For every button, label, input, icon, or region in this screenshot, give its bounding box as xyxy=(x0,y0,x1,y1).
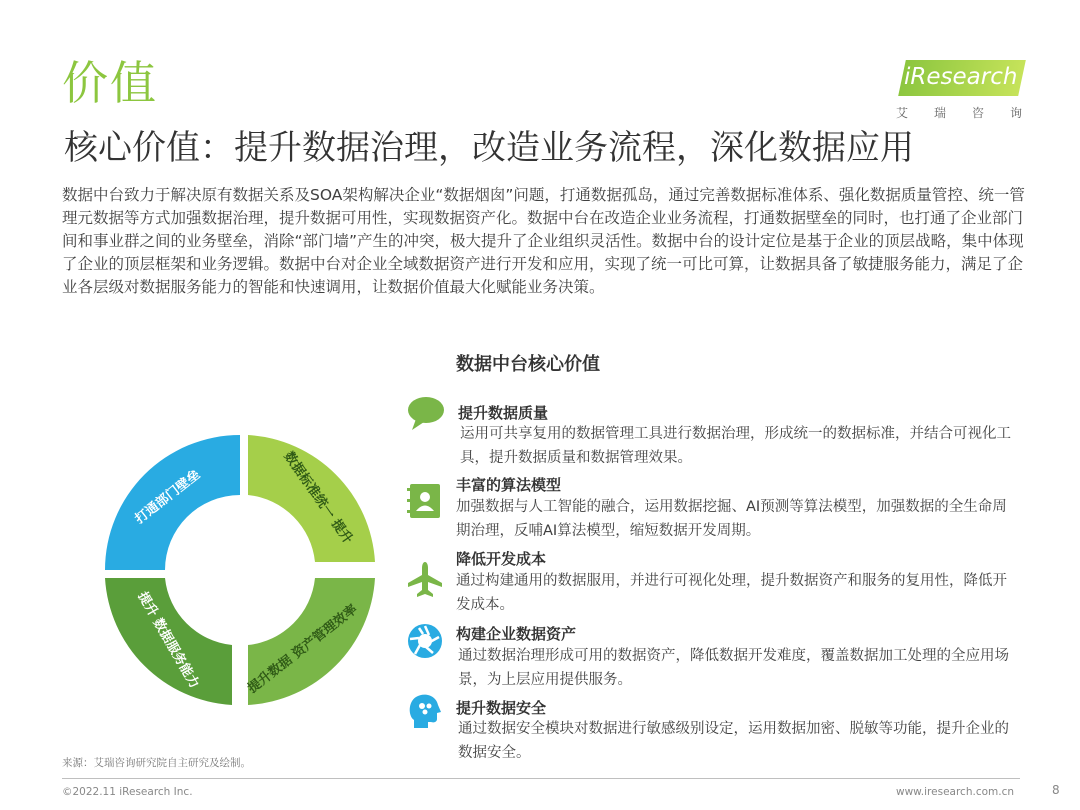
value-ring-diagram xyxy=(90,420,390,720)
copyright: ©2022.11 iResearch Inc. xyxy=(62,786,193,798)
feature-desc: 运用可共享复用的数据管理工具进行数据治理，形成统一的数据标准，并结合可视化工具，提升数据质量和数据管理效果。 xyxy=(460,426,1011,466)
diagram-title: 数据中台核心价值 xyxy=(456,354,600,375)
intro-paragraph: 数据中台致力于解决原有数据关系及SOA架构解决企业“数据烟囱”问题，打通数据孤岛，通过完善数据标准体系、强化数据质量管控、统一管理元数据等方式加强数据治理，提升数据可用性，实现数据资产化。数据中台在改造企业业务流程，打通数据壁垒的同时，也打通了企业部门间和事业群之间的业务壁垒，消除“部门墙”产生的冲突，极大提升了企业组织灵活性。数据中台的设计定位是基于企业的顶层战略，集中体现了企业的顶层框架和业务逻辑。数据中台对企业全域数据资产进行开发和应用，实现了统一可比可算，让数据具备了敏捷服务能力，满足了企业各层级对数据服务能力的智能和快速调用，让数据价值最大化赋能业务决策。 xyxy=(62,186,1025,296)
logo-sub-char: 询 xyxy=(1009,106,1024,120)
iresearch-logo xyxy=(894,58,1024,120)
logo-text: iResearch xyxy=(904,64,1018,90)
feature-title: 提升数据质量 xyxy=(458,404,549,422)
feature-desc: 加强数据与人工智能的融合，运用数据挖掘、AI预测等算法模型，加强数据的全生命周期治理，反哺AI算法模型，缩短数据开发周期。 xyxy=(456,499,1007,539)
feature-desc: 通过数据治理形成可用的数据资产，降低数据开发难度，覆盖数据加工处理的全应用场景，为上层应用提供服务。 xyxy=(458,648,1009,688)
airplane-icon xyxy=(406,560,444,598)
feature-desc: 通过构建通用的数据服用，并进行可视化处理，提升数据资产和服务的复用性，降低开发成本。 xyxy=(456,573,1007,613)
page-title: 价值 xyxy=(62,56,158,110)
ring-label-departments: 打通部门壁垒 xyxy=(132,467,204,528)
feature-desc: 通过数据安全模块对数据进行敏感级别设定，运用数据加密、脱敏等功能，提升企业的数据安全。 xyxy=(458,721,1009,761)
speech-bubble-icon xyxy=(406,394,444,432)
ring-label-service: 提升 数据服务能力 xyxy=(134,589,202,691)
aperture-icon xyxy=(406,622,444,660)
source-note: 来源：艾瑞咨询研究院自主研究及绘制。 xyxy=(62,757,251,769)
ring-label-standards: 数据标准统一 提升 xyxy=(280,449,356,547)
footer-divider xyxy=(62,778,1020,779)
logo-sub-char: 咨 xyxy=(971,106,986,120)
logo-sub-char: 艾 xyxy=(896,106,911,120)
head-brain-icon xyxy=(406,692,444,730)
feature-title: 降低开发成本 xyxy=(456,550,547,568)
logo-subtitle xyxy=(896,104,1024,121)
website-link[interactable]: www.iresearch.com.cn xyxy=(896,786,1015,798)
contact-book-icon xyxy=(406,482,444,520)
page-number: 8 xyxy=(1052,783,1060,797)
page-subtitle: 核心价值：提升数据治理，改造业务流程，深化数据应用 xyxy=(64,128,914,168)
feature-title: 提升数据安全 xyxy=(456,699,547,717)
logo-sub-char: 瑞 xyxy=(933,106,948,120)
ring-label-asset-mgmt: 提升数据 资产管理效率 xyxy=(245,601,361,697)
feature-title: 丰富的算法模型 xyxy=(456,476,562,494)
feature-title: 构建企业数据资产 xyxy=(456,625,577,643)
